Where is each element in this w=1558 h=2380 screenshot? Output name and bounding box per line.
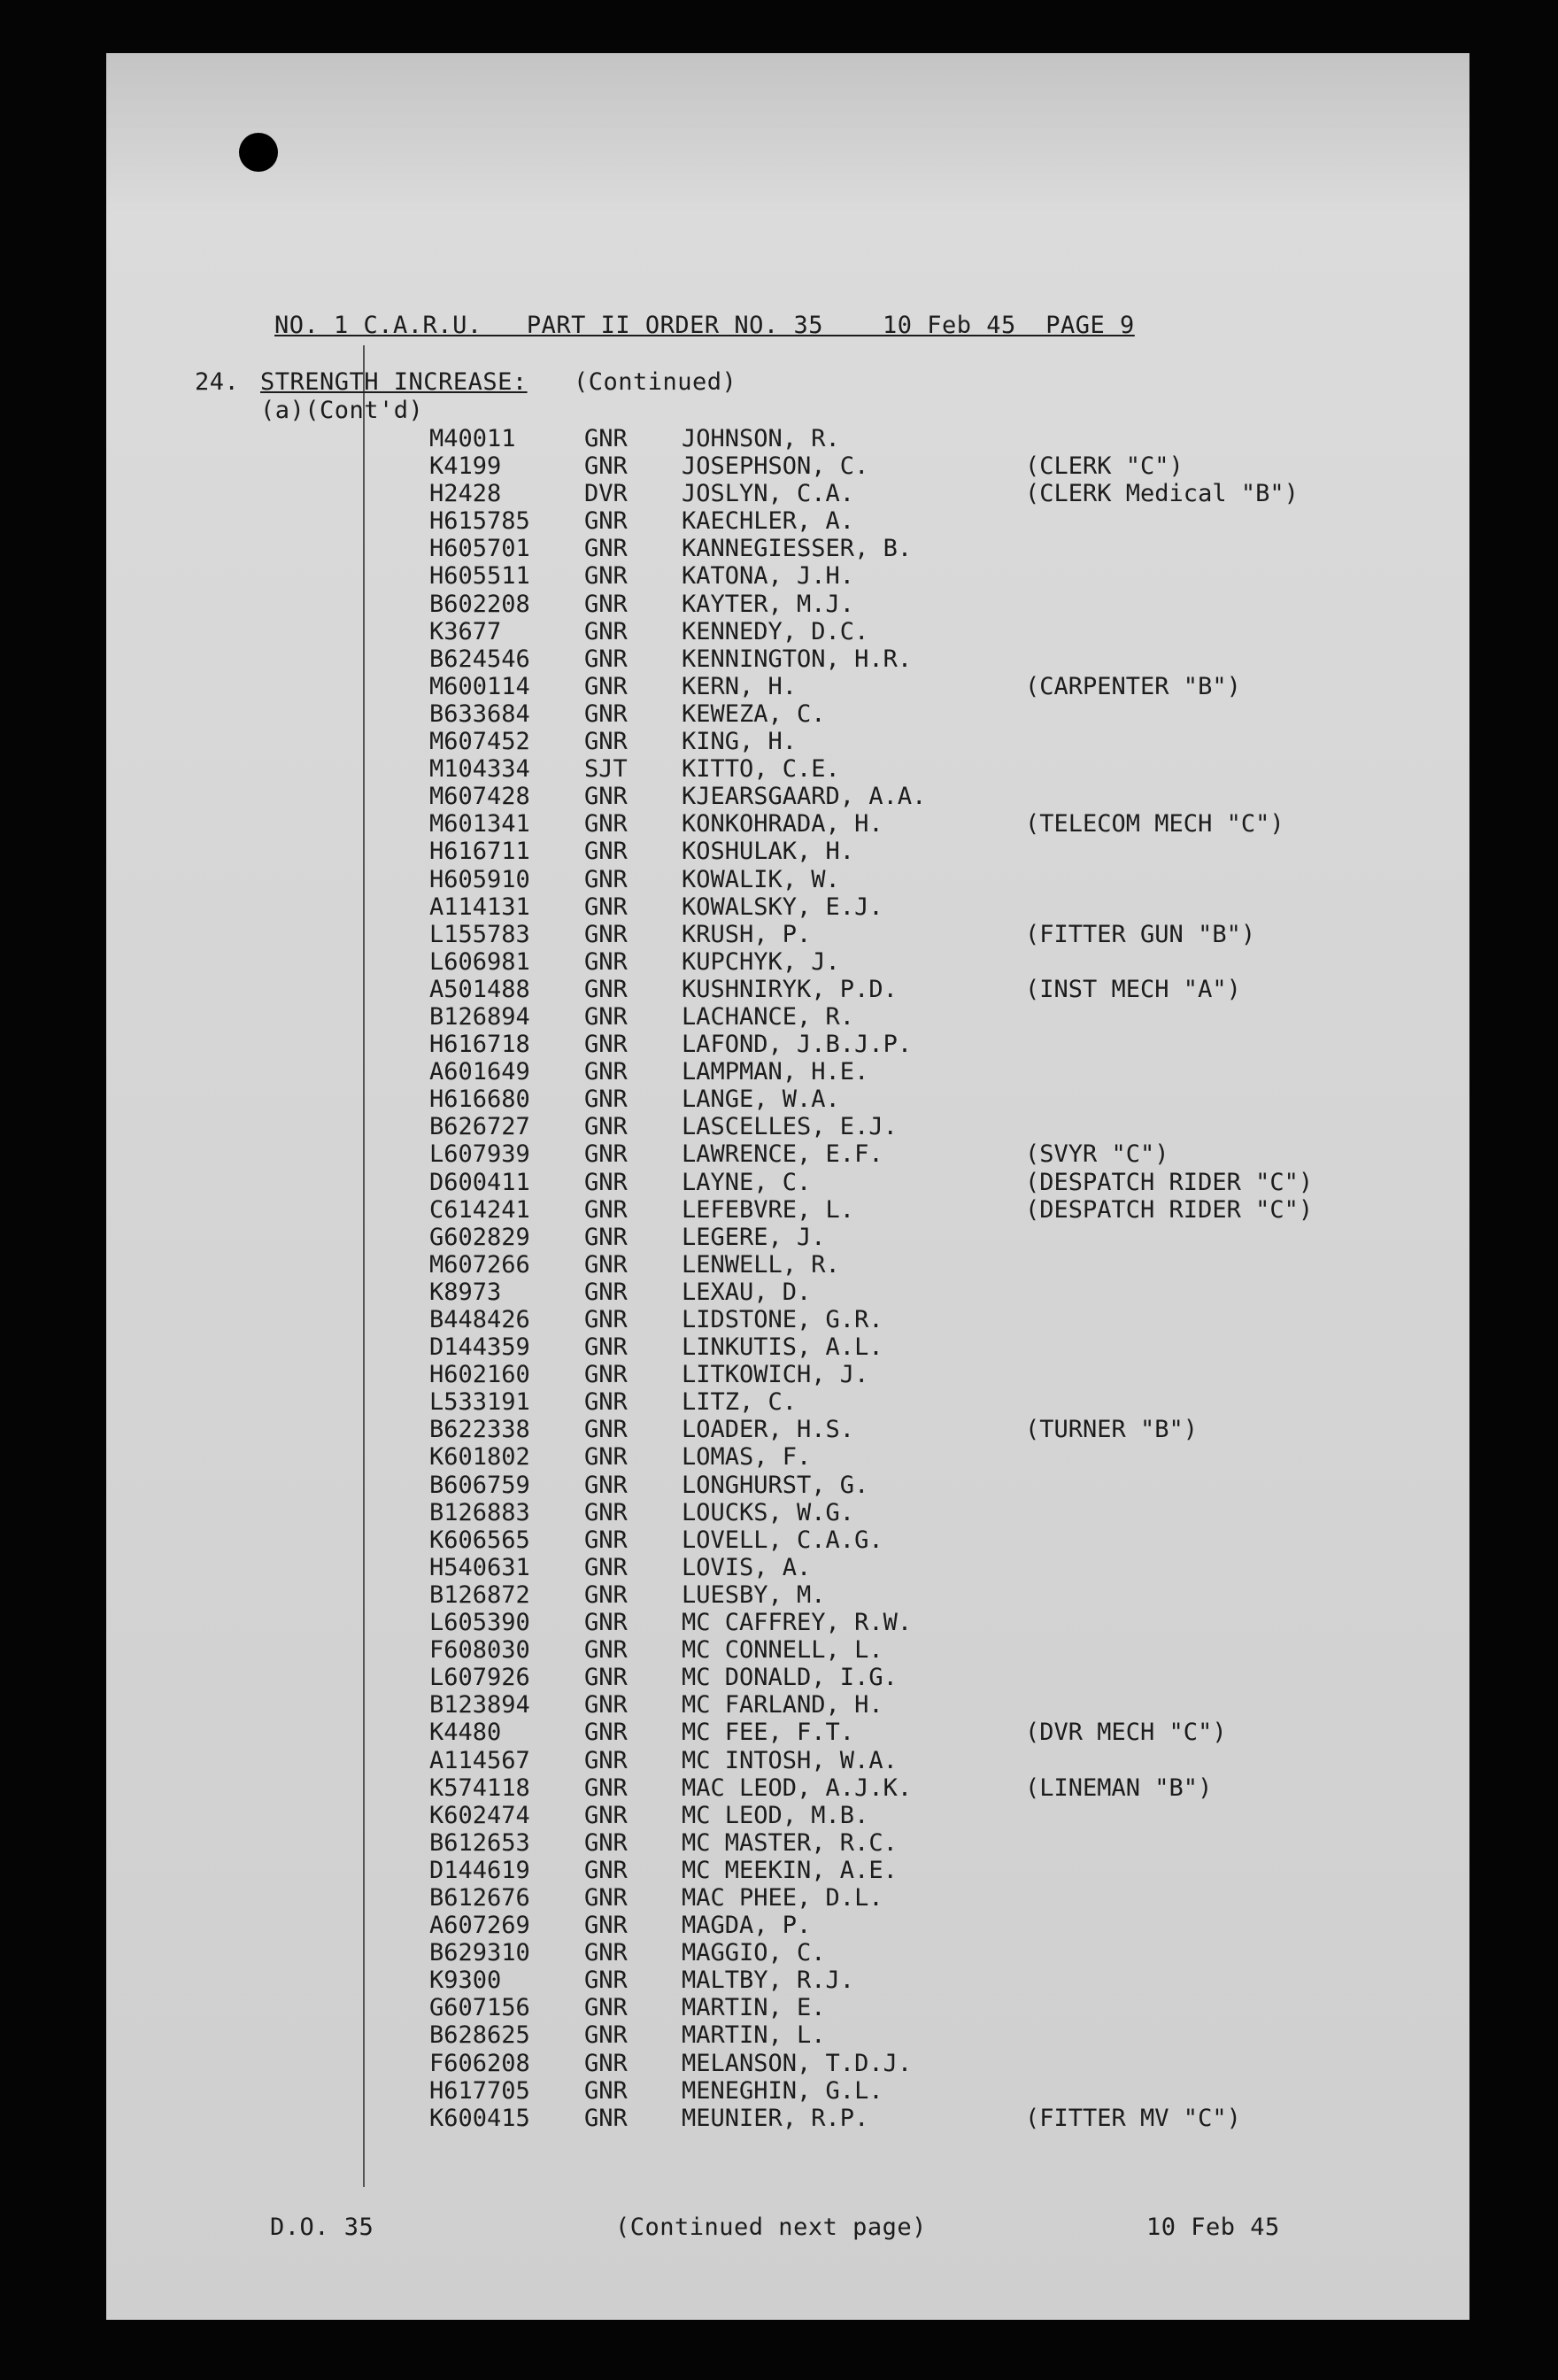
service-number: H605511: [429, 562, 530, 591]
list-item: [106, 1719, 1469, 1746]
rank: GNR: [584, 1939, 628, 1967]
list-item: [106, 1361, 1469, 1388]
person-name: LOMAS, F.: [682, 1443, 812, 1472]
rank: GNR: [584, 1526, 628, 1554]
section-title: STRENGTH INCREASE:: [260, 368, 528, 396]
list-item: [106, 1994, 1469, 2021]
service-number: A501488: [429, 975, 530, 1003]
list-item: [106, 976, 1469, 1003]
service-number: B123894: [429, 1691, 530, 1719]
person-name: KOWALSKY, E.J.: [682, 892, 883, 921]
person-name: LUESBY, M.: [682, 1580, 826, 1609]
service-number: D144359: [429, 1333, 530, 1362]
list-item: [106, 921, 1469, 948]
list-item: [106, 1224, 1469, 1251]
rank: GNR: [584, 920, 628, 948]
person-name: KATONA, J.H.: [682, 562, 855, 591]
rank: GNR: [584, 728, 628, 756]
rank: GNR: [584, 452, 628, 481]
list-item: [106, 1857, 1469, 1884]
rank: GNR: [584, 1443, 628, 1472]
service-number: K9300: [429, 1967, 502, 1995]
person-name: LONGHURST, G.: [682, 1471, 869, 1499]
person-name: LOADER, H.S.: [682, 1416, 855, 1444]
person-name: KOSHULAK, H.: [682, 838, 855, 866]
service-number: H540631: [429, 1553, 530, 1581]
rank: GNR: [584, 425, 628, 452]
service-number: L607939: [429, 1140, 530, 1169]
rank: GNR: [584, 1609, 628, 1637]
rank: GNR: [584, 1883, 628, 1912]
service-number: H617705: [429, 2076, 530, 2105]
list-item: [106, 948, 1469, 976]
list-item: [106, 1416, 1469, 1443]
person-name: LAFOND, J.B.J.P.: [682, 1031, 913, 1059]
rank: GNR: [584, 1195, 628, 1224]
person-name: KONKOHRADA, H.: [682, 810, 883, 838]
service-number: C614241: [429, 1195, 530, 1224]
rank: GNR: [584, 617, 628, 645]
service-number: D144619: [429, 1856, 530, 1884]
list-item: [106, 1691, 1469, 1719]
rank: GNR: [584, 1801, 628, 1829]
service-number: B126883: [429, 1498, 530, 1526]
rank: GNR: [584, 1002, 628, 1031]
trade-qualification: (INST MECH "A"): [1025, 975, 1241, 1003]
person-name: KUSHNIRYK, P.D.: [682, 975, 898, 1003]
punch-hole: [239, 133, 278, 172]
person-name: KOWALIK, W.: [682, 865, 840, 893]
service-number: F608030: [429, 1636, 530, 1665]
trade-qualification: (TELECOM MECH "C"): [1025, 810, 1284, 838]
service-number: H616718: [429, 1031, 530, 1059]
rank: GNR: [584, 892, 628, 921]
rank: GNR: [584, 1580, 628, 1609]
list-item: [106, 2021, 1469, 2049]
person-name: LAMPMAN, H.E.: [682, 1058, 869, 1086]
service-number: G607156: [429, 1994, 530, 2022]
trade-qualification: (FITTER MV "C"): [1025, 2104, 1241, 2132]
list-item: [106, 866, 1469, 893]
list-item: [106, 783, 1469, 810]
person-name: KENNEDY, D.C.: [682, 617, 869, 645]
person-name: KING, H.: [682, 728, 798, 756]
rank: GNR: [584, 645, 628, 673]
trade-qualification: (SVYR "C"): [1025, 1140, 1169, 1169]
rank: GNR: [584, 975, 628, 1003]
list-item: [106, 1939, 1469, 1967]
service-number: K606565: [429, 1526, 530, 1554]
rank: GNR: [584, 1361, 628, 1389]
service-number: K574118: [429, 1773, 530, 1802]
person-name: LEFEBVRE, L.: [682, 1195, 855, 1224]
trade-qualification: (DVR MECH "C"): [1025, 1719, 1227, 1747]
rank: GNR: [584, 1223, 628, 1251]
trade-qualification: (TURNER "B"): [1025, 1416, 1199, 1444]
list-item: [106, 1031, 1469, 1058]
service-number: M607452: [429, 728, 530, 756]
list-item: [106, 2077, 1469, 2105]
person-name: KJEARSGAARD, A.A.: [682, 783, 927, 811]
person-name: MC MEEKIN, A.E.: [682, 1856, 898, 1884]
rank: GNR: [584, 562, 628, 591]
list-item: [106, 728, 1469, 755]
list-item: [106, 1526, 1469, 1554]
list-item: [106, 1333, 1469, 1361]
person-name: MARTIN, E.: [682, 1994, 826, 2022]
list-item: [106, 810, 1469, 838]
list-item: [106, 1251, 1469, 1279]
list-item: [106, 2050, 1469, 2077]
list-item: [106, 1086, 1469, 1113]
person-name: KRUSH, P.: [682, 920, 812, 948]
rank: GNR: [584, 1471, 628, 1499]
service-number: H605910: [429, 865, 530, 893]
rank: GNR: [584, 947, 628, 976]
rank: GNR: [584, 1333, 628, 1362]
rank: GNR: [584, 1856, 628, 1884]
footer-date: 10 Feb 45: [1146, 2214, 1280, 2241]
rank: GNR: [584, 2021, 628, 2050]
service-number: B126894: [429, 1002, 530, 1031]
service-number: H615785: [429, 507, 530, 536]
service-number: L533191: [429, 1388, 530, 1417]
person-name: LOVIS, A.: [682, 1553, 812, 1581]
rank: GNR: [584, 1498, 628, 1526]
service-number: B624546: [429, 645, 530, 673]
rank: GNR: [584, 2076, 628, 2105]
list-item: [106, 1306, 1469, 1333]
rank: GNR: [584, 1912, 628, 1940]
person-name: MC LEOD, M.B.: [682, 1801, 869, 1829]
list-item: [106, 1554, 1469, 1581]
service-number: B633684: [429, 699, 530, 728]
list-item: [106, 1443, 1469, 1471]
trade-qualification: (CLERK "C"): [1025, 452, 1184, 481]
service-number: K602474: [429, 1801, 530, 1829]
rank: GNR: [584, 838, 628, 866]
person-name: MC MASTER, R.C.: [682, 1828, 898, 1857]
rank: GNR: [584, 1113, 628, 1141]
service-number: B602208: [429, 590, 530, 618]
rank: GNR: [584, 810, 628, 838]
person-name: MALTBY, R.J.: [682, 1967, 855, 1995]
person-name: MAC LEOD, A.J.K.: [682, 1773, 913, 1802]
service-number: M40011: [429, 425, 516, 452]
person-name: MC FARLAND, H.: [682, 1691, 883, 1719]
list-item: [106, 645, 1469, 673]
service-number: L605390: [429, 1609, 530, 1637]
person-name: KEWEZA, C.: [682, 699, 826, 728]
list-item: [106, 2105, 1469, 2132]
rank: GNR: [584, 672, 628, 700]
list-item: [106, 1664, 1469, 1691]
page-header: NO. 1 C.A.R.U. PART II ORDER NO. 35 10 Feb 45 PAGE 9: [274, 312, 1135, 339]
person-name: KUPCHYK, J.: [682, 947, 840, 976]
rank: SJT: [584, 755, 628, 784]
service-number: L155783: [429, 920, 530, 948]
person-name: MC CONNELL, L.: [682, 1636, 883, 1665]
list-item: [106, 1636, 1469, 1664]
list-item: [106, 1113, 1469, 1140]
rank: GNR: [584, 590, 628, 618]
list-item: [106, 1279, 1469, 1306]
service-number: A114131: [429, 892, 530, 921]
list-item: [106, 1388, 1469, 1416]
rank: GNR: [584, 2104, 628, 2132]
service-number: A601649: [429, 1058, 530, 1086]
person-name: LOUCKS, W.G.: [682, 1498, 855, 1526]
rank: GNR: [584, 1278, 628, 1306]
list-item: [106, 425, 1469, 452]
service-number: K8973: [429, 1278, 502, 1306]
trade-qualification: (FITTER GUN "B"): [1025, 920, 1256, 948]
person-name: MC INTOSH, W.A.: [682, 1746, 898, 1774]
person-name: LIDSTONE, G.R.: [682, 1306, 883, 1333]
service-number: M607266: [429, 1250, 530, 1279]
person-name: MC FEE, F.T.: [682, 1719, 855, 1747]
service-number: K3677: [429, 617, 502, 645]
list-item: [106, 673, 1469, 700]
rank: DVR: [584, 480, 628, 508]
person-name: LACHANCE, R.: [682, 1002, 855, 1031]
trade-qualification: (CARPENTER "B"): [1025, 672, 1241, 700]
footer-order-ref: D.O. 35: [270, 2214, 374, 2241]
person-name: LAYNE, C.: [682, 1168, 812, 1196]
list-item: [106, 535, 1469, 562]
rank: GNR: [584, 2049, 628, 2077]
section-number: 24.: [195, 368, 240, 396]
rank: GNR: [584, 1086, 628, 1114]
list-item: [106, 1003, 1469, 1031]
person-name: LEGERE, J.: [682, 1223, 826, 1251]
rank: GNR: [584, 865, 628, 893]
list-item: [106, 452, 1469, 480]
trade-qualification: (DESPATCH RIDER "C"): [1025, 1168, 1314, 1196]
person-name: LENWELL, R.: [682, 1250, 840, 1279]
person-name: MAGGIO, C.: [682, 1939, 826, 1967]
list-item: [106, 1912, 1469, 1939]
person-name: JOSLYN, C.A.: [682, 480, 855, 508]
service-number: M607428: [429, 783, 530, 811]
person-name: JOHNSON, R.: [682, 425, 840, 452]
service-number: L606981: [429, 947, 530, 976]
service-number: G602829: [429, 1223, 530, 1251]
service-number: L607926: [429, 1664, 530, 1692]
person-name: MC DONALD, I.G.: [682, 1664, 898, 1692]
rank: GNR: [584, 1828, 628, 1857]
service-number: M601341: [429, 810, 530, 838]
list-item: [106, 1169, 1469, 1196]
person-name: MENEGHIN, G.L.: [682, 2076, 883, 2105]
trade-qualification: (DESPATCH RIDER "C"): [1025, 1195, 1314, 1224]
service-number: H605701: [429, 535, 530, 563]
rank: GNR: [584, 1719, 628, 1747]
list-item: [106, 1196, 1469, 1224]
rank: GNR: [584, 1967, 628, 1995]
list-item: [106, 618, 1469, 645]
service-number: B629310: [429, 1939, 530, 1967]
list-item: [106, 1472, 1469, 1499]
person-name: KANNEGIESSER, B.: [682, 535, 913, 563]
rank: GNR: [584, 1250, 628, 1279]
subsection-label: (a)(Cont'd): [260, 397, 424, 424]
rank: GNR: [584, 535, 628, 563]
person-name: LITZ, C.: [682, 1388, 798, 1417]
rank: GNR: [584, 1994, 628, 2022]
list-item: [106, 1774, 1469, 1802]
list-item: [106, 562, 1469, 590]
trade-qualification: (LINEMAN "B"): [1025, 1773, 1213, 1802]
list-item: [106, 507, 1469, 535]
service-number: M104334: [429, 755, 530, 784]
list-item: [106, 838, 1469, 865]
list-item: [106, 1581, 1469, 1609]
person-name: LOVELL, C.A.G.: [682, 1526, 883, 1554]
list-item: [106, 1140, 1469, 1168]
person-name: MAGDA, P.: [682, 1912, 812, 1940]
document-page: [106, 53, 1469, 2320]
person-name: JOSEPHSON, C.: [682, 452, 869, 481]
service-number: B126872: [429, 1580, 530, 1609]
rank: GNR: [584, 1746, 628, 1774]
rank: GNR: [584, 1416, 628, 1444]
list-item: [106, 755, 1469, 783]
service-number: K600415: [429, 2104, 530, 2132]
service-number: A607269: [429, 1912, 530, 1940]
list-item: [106, 1609, 1469, 1636]
service-number: D600411: [429, 1168, 530, 1196]
person-name: LEXAU, D.: [682, 1278, 812, 1306]
rank: GNR: [584, 1031, 628, 1059]
person-name: KENNINGTON, H.R.: [682, 645, 913, 673]
section-continued: (Continued): [574, 368, 737, 396]
service-number: B626727: [429, 1113, 530, 1141]
service-number: F606208: [429, 2049, 530, 2077]
person-name: LAWRENCE, E.F.: [682, 1140, 883, 1169]
service-number: B622338: [429, 1416, 530, 1444]
list-item: [106, 1884, 1469, 1912]
person-name: LANGE, W.A.: [682, 1086, 840, 1114]
rank: GNR: [584, 783, 628, 811]
rank: GNR: [584, 1058, 628, 1086]
service-number: B448426: [429, 1306, 530, 1333]
person-name: MARTIN, L.: [682, 2021, 826, 2050]
service-number: K4199: [429, 452, 502, 481]
list-item: [106, 1802, 1469, 1829]
list-item: [106, 1499, 1469, 1526]
service-number: B612653: [429, 1828, 530, 1857]
service-number: B628625: [429, 2021, 530, 2050]
rank: GNR: [584, 1306, 628, 1333]
rank: GNR: [584, 1664, 628, 1692]
service-number: K4480: [429, 1719, 502, 1747]
person-name: LINKUTIS, A.L.: [682, 1333, 883, 1362]
rank: GNR: [584, 1691, 628, 1719]
rank: GNR: [584, 1773, 628, 1802]
service-number: A114567: [429, 1746, 530, 1774]
service-number: B612676: [429, 1883, 530, 1912]
rank: GNR: [584, 699, 628, 728]
list-item: [106, 1058, 1469, 1086]
list-item: [106, 1747, 1469, 1774]
person-name: KITTO, C.E.: [682, 755, 840, 784]
personnel-list: [106, 425, 1469, 2132]
service-number: H616680: [429, 1086, 530, 1114]
list-item: [106, 700, 1469, 728]
person-name: KERN, H.: [682, 672, 798, 700]
trade-qualification: (CLERK Medical "B"): [1025, 480, 1299, 508]
footer-continued: (Continued next page): [615, 2214, 927, 2241]
person-name: KAYTER, M.J.: [682, 590, 855, 618]
rank: GNR: [584, 1553, 628, 1581]
rank: GNR: [584, 507, 628, 536]
list-item: [106, 893, 1469, 921]
service-number: B606759: [429, 1471, 530, 1499]
service-number: H2428: [429, 480, 502, 508]
person-name: MEUNIER, R.P.: [682, 2104, 869, 2132]
rank: GNR: [584, 1636, 628, 1665]
service-number: M600114: [429, 672, 530, 700]
rank: GNR: [584, 1388, 628, 1417]
person-name: MAC PHEE, D.L.: [682, 1883, 883, 1912]
list-item: [106, 1967, 1469, 1994]
person-name: LITKOWICH, J.: [682, 1361, 869, 1389]
service-number: H602160: [429, 1361, 530, 1389]
rank: GNR: [584, 1168, 628, 1196]
person-name: MC CAFFREY, R.W.: [682, 1609, 913, 1637]
service-number: H616711: [429, 838, 530, 866]
person-name: MELANSON, T.D.J.: [682, 2049, 913, 2077]
list-item: [106, 480, 1469, 507]
person-name: KAECHLER, A.: [682, 507, 855, 536]
person-name: LASCELLES, E.J.: [682, 1113, 898, 1141]
service-number: K601802: [429, 1443, 530, 1472]
list-item: [106, 1829, 1469, 1857]
rank: GNR: [584, 1140, 628, 1169]
list-item: [106, 591, 1469, 618]
